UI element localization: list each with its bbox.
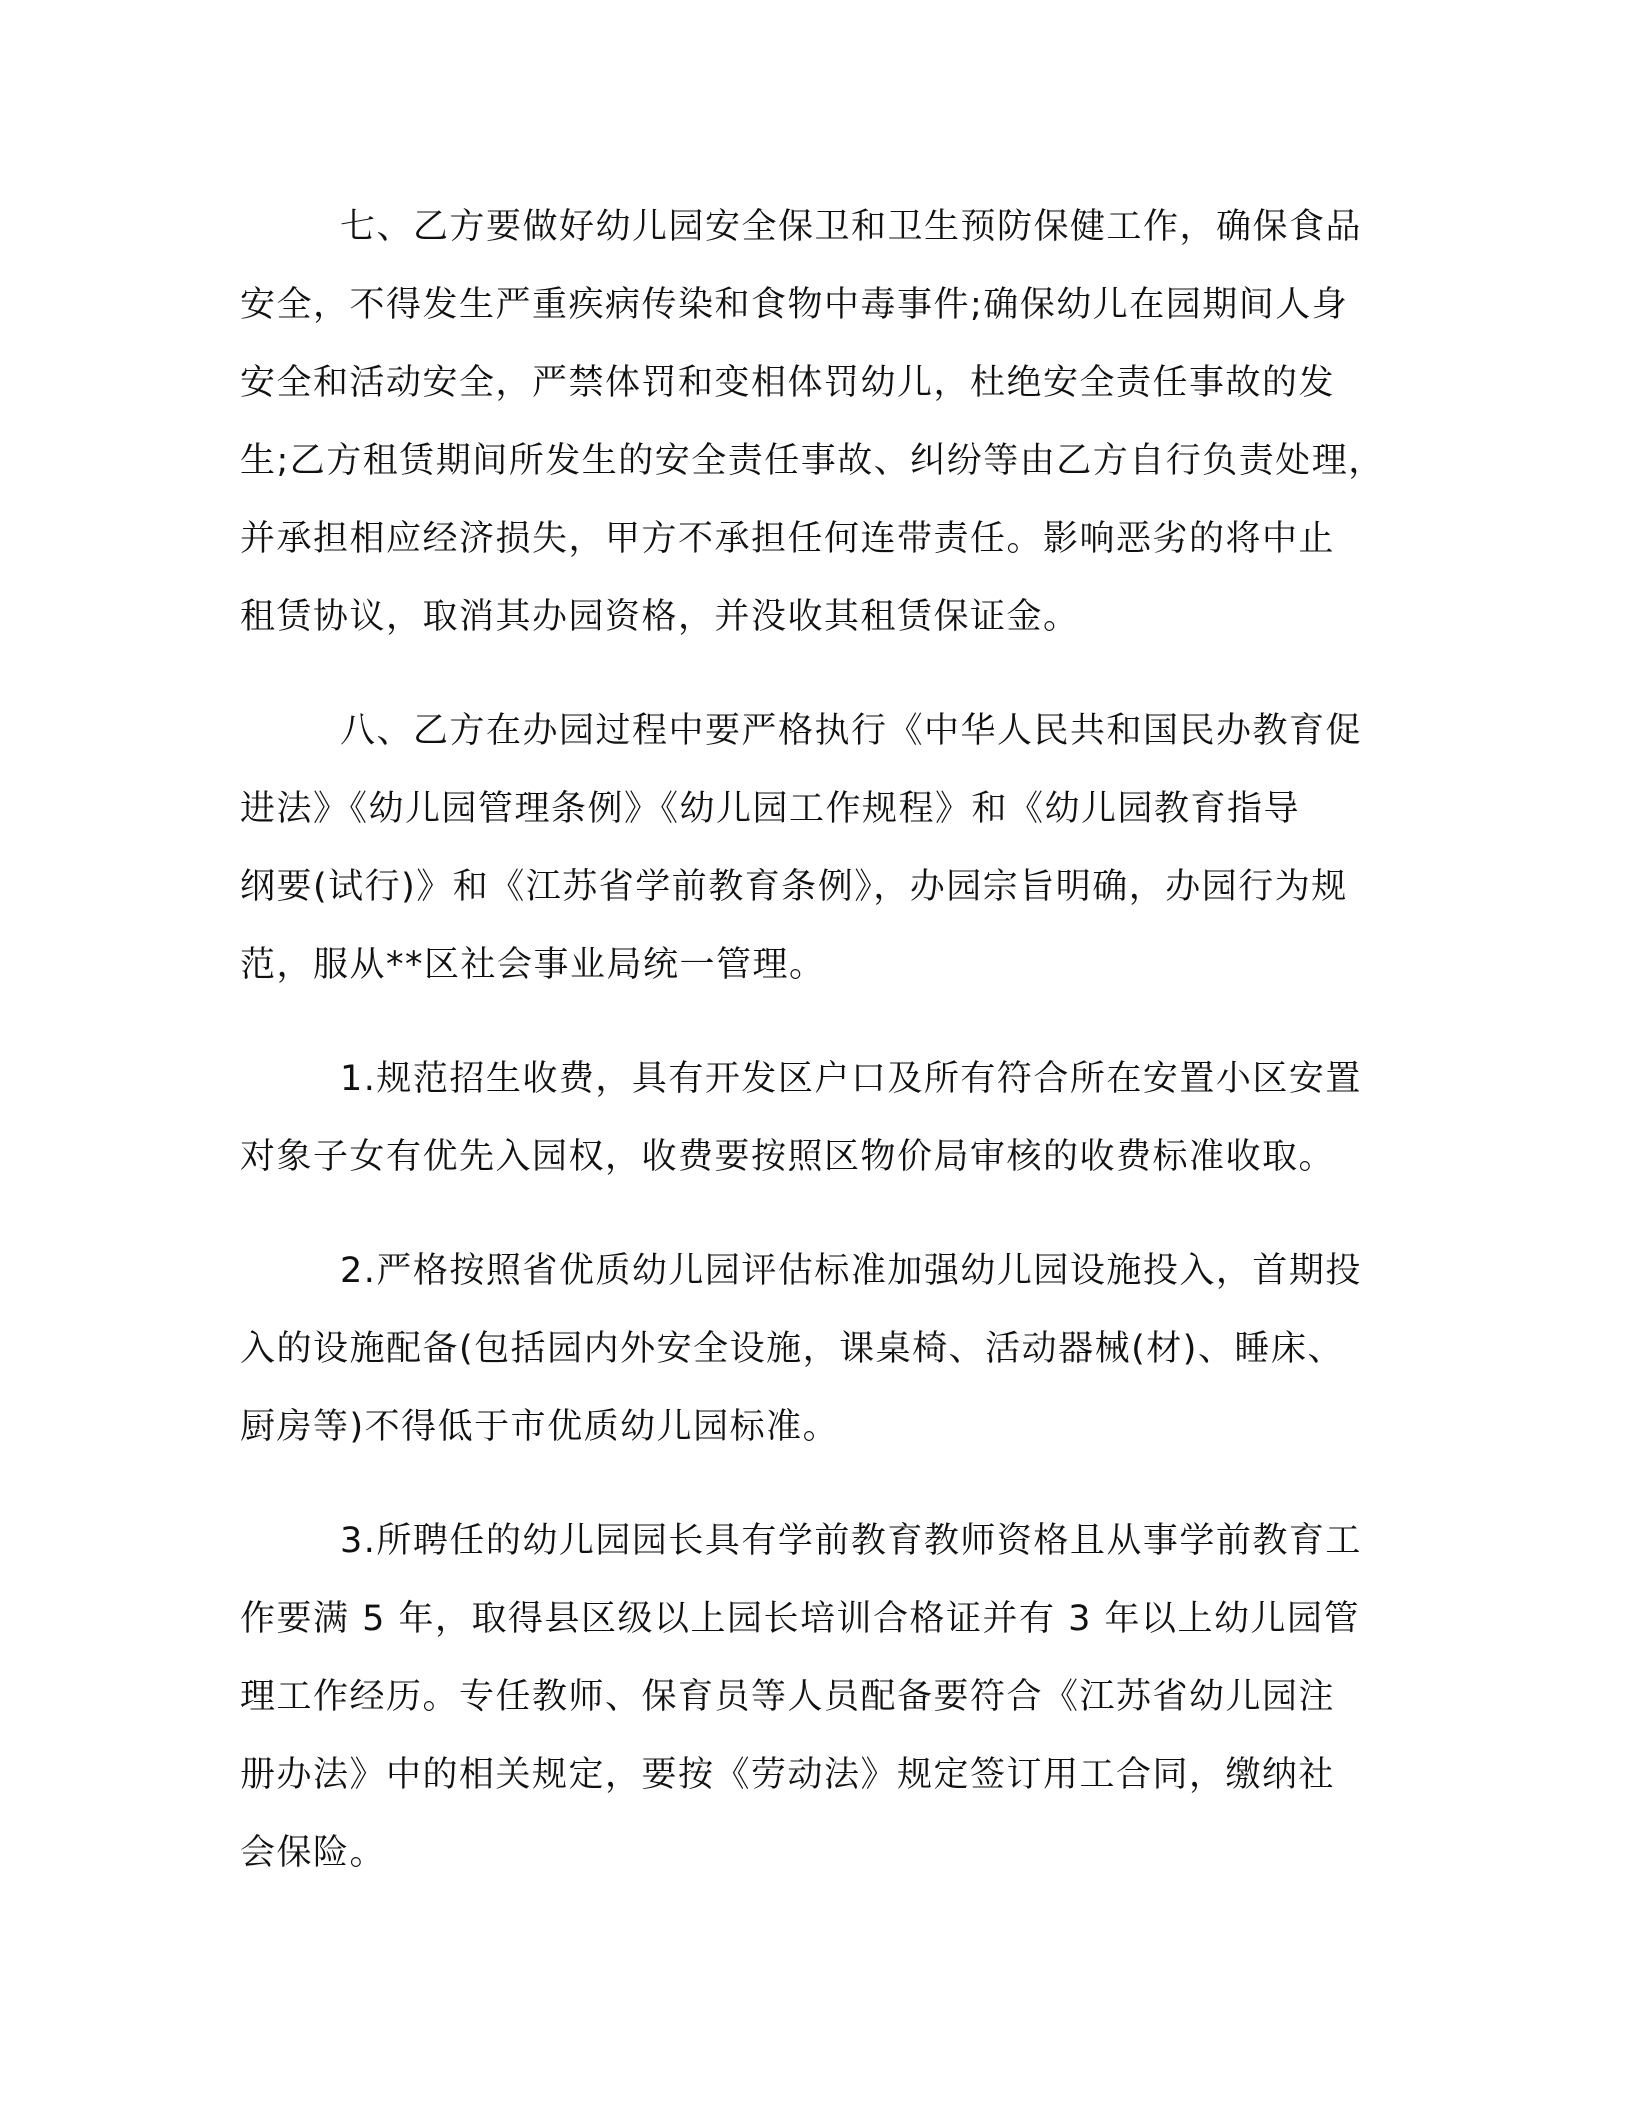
paragraph-seven	[240, 188, 1385, 656]
text-line: 2.严格按照省优质幼儿园评估标准加强幼儿园设施投入，首期投	[340, 1251, 1362, 1291]
text-line: 对象子女有优先入园权，收费要按照区物价局审核的收费标准收取。	[240, 1137, 1336, 1177]
text-line: 厨房等)不得低于市优质幼儿园标准。	[240, 1407, 840, 1447]
paragraph-item-3	[240, 1502, 1380, 1892]
text-line: 安全，不得发生严重疾病传染和食物中毒事件;确保幼儿在园期间人身	[240, 285, 1349, 325]
text-line: 册办法》中的相关规定，要按《劳动法》规定签订用工合同，缴纳社	[240, 1755, 1336, 1795]
paragraph-eight	[240, 692, 1380, 1004]
text-line: 安全和活动安全，严禁体罚和变相体罚幼儿，杜绝安全责任事故的发	[240, 363, 1336, 403]
text-line: 七、乙方要做好幼儿园安全保卫和卫生预防保健工作，确保食品	[340, 207, 1363, 247]
text-line: 理工作经历。专任教师、保育员等人员配备要符合《江苏省幼儿园注	[240, 1677, 1336, 1717]
text-line: 生;乙方租赁期间所发生的安全责任事故、纠纷等由乙方自行负责处理，	[240, 441, 1385, 481]
text-line: 范，服从**区社会事业局统一管理。	[240, 945, 826, 985]
text-line: 并承担相应经济损失，甲方不承担任何连带责任。影响恶劣的将中止	[240, 519, 1336, 559]
text-line: 进法》《幼儿园管理条例》《幼儿园工作规程》和《幼儿园教育指导	[240, 789, 1301, 829]
text-line: 作要满 5 年，取得县区级以上园长培训合格证并有 3 年以上幼儿园管	[240, 1599, 1361, 1639]
text-line: 3.所聘任的幼儿园园长具有学前教育教师资格且从事学前教育工	[340, 1521, 1362, 1561]
text-line: 会保险。	[240, 1833, 387, 1873]
paragraph-item-2	[240, 1232, 1380, 1466]
text-line: 纲要(试行)》和《江苏省学前教育条例》，办园宗旨明确，办园行为规	[240, 867, 1348, 907]
text-line: 八、乙方在办园过程中要严格执行《中华人民共和国民办教育促	[340, 711, 1363, 751]
paragraph-item-1	[240, 1040, 1380, 1196]
text-line: 1.规范招生收费，具有开发区户口及所有符合所在安置小区安置	[340, 1059, 1362, 1099]
text-line: 租赁协议，取消其办园资格，并没收其租赁保证金。	[240, 597, 1080, 637]
text-line: 入的设施配备(包括园内外安全设施，课桌椅、活动器械(材)、睡床、	[240, 1329, 1344, 1369]
document-body	[240, 188, 1385, 1928]
